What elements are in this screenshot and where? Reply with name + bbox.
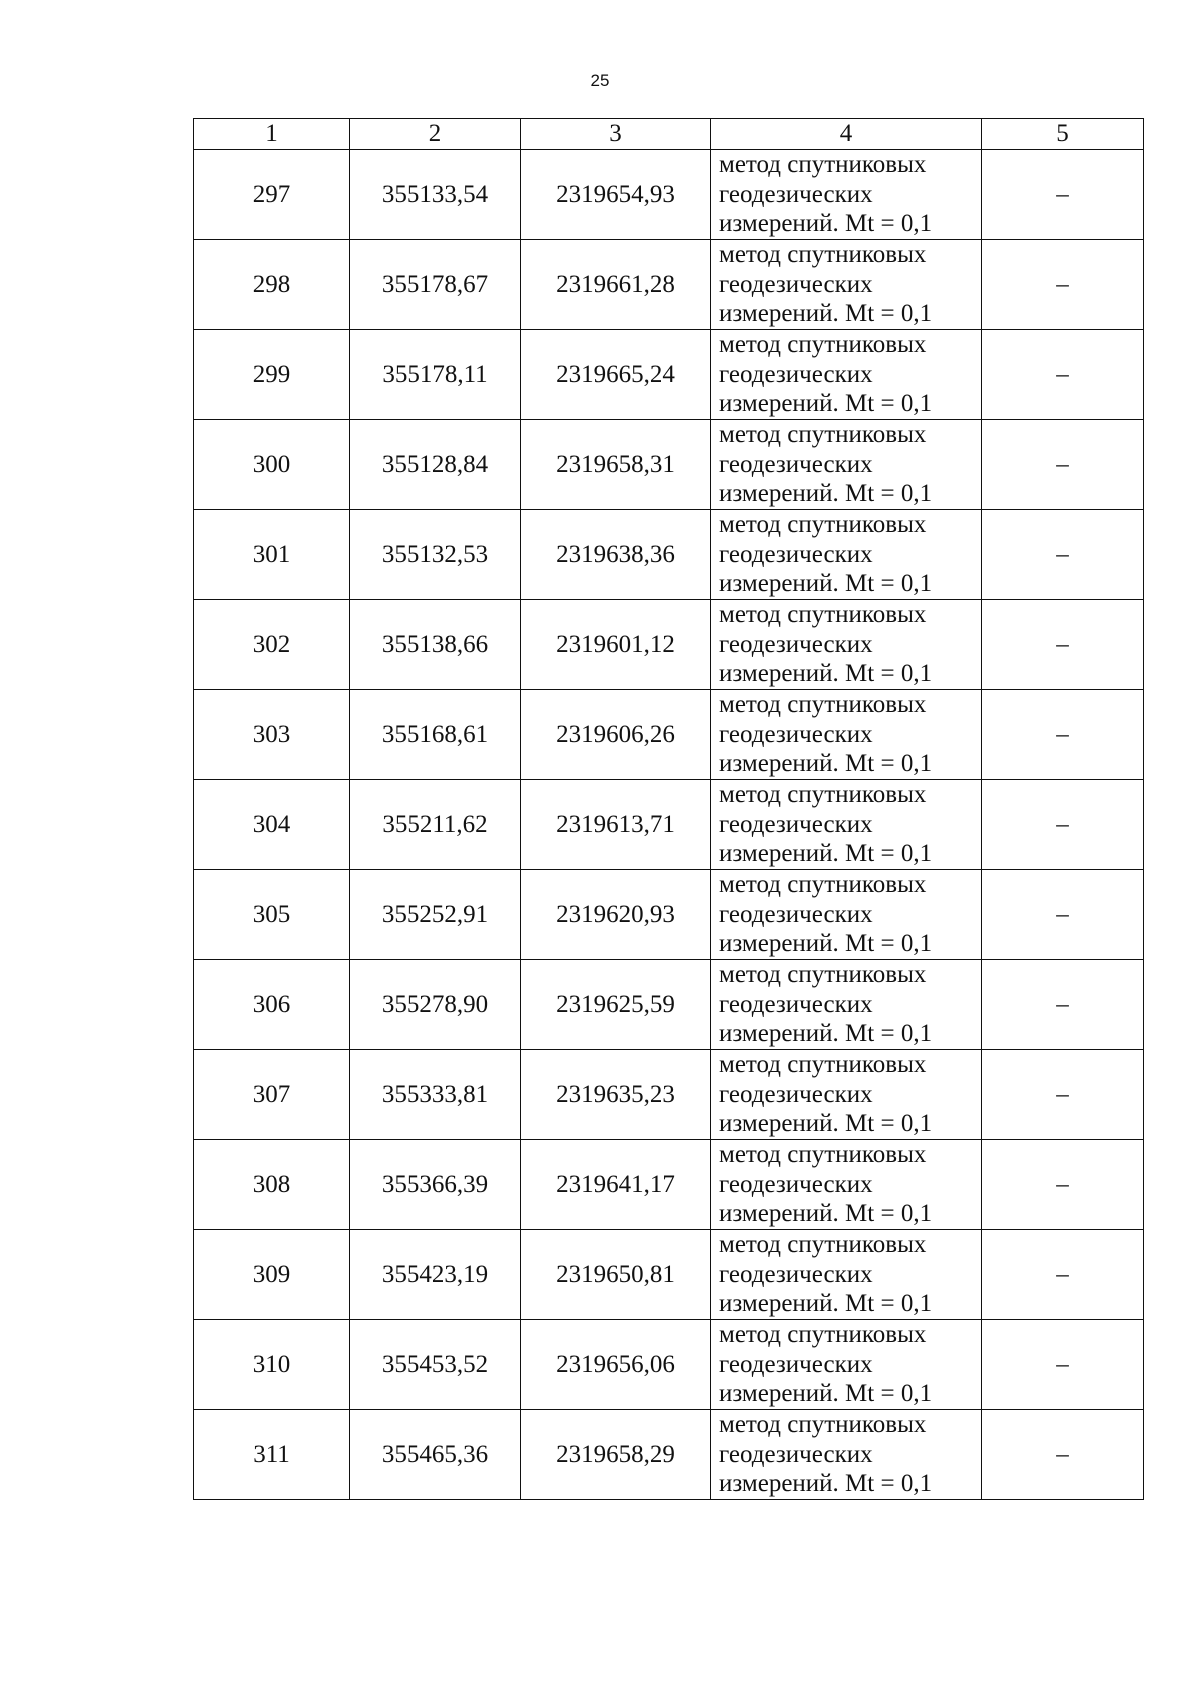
point-number-cell: 311	[194, 1410, 350, 1500]
method-text-line: измерений. Mt = 0,1	[719, 570, 933, 598]
method-cell	[711, 1410, 982, 1500]
point-number-cell: 297	[194, 150, 350, 240]
table-row	[194, 600, 1144, 690]
note-cell: –	[982, 1410, 1144, 1500]
x-coordinate-cell: 355211,62	[350, 780, 521, 870]
x-coordinate-cell: 355178,67	[350, 240, 521, 330]
method-text-line: метод спутниковых	[719, 331, 927, 359]
y-coordinate-cell: 2319656,06	[521, 1320, 711, 1410]
y-coordinate-cell: 2319620,93	[521, 870, 711, 960]
note-cell: –	[982, 780, 1144, 870]
note-cell: –	[982, 870, 1144, 960]
method-text-line: измерений. Mt = 0,1	[719, 1200, 933, 1228]
y-coordinate-cell: 2319613,71	[521, 780, 711, 870]
method-cell	[711, 1140, 982, 1230]
y-coordinate-cell: 2319658,29	[521, 1410, 711, 1500]
note-cell: –	[982, 600, 1144, 690]
y-coordinate-cell: 2319625,59	[521, 960, 711, 1050]
table-header	[194, 119, 1144, 150]
method-text-line: геодезических	[719, 1170, 873, 1198]
method-text-line: измерений. Mt = 0,1	[719, 1020, 933, 1048]
note-cell: –	[982, 420, 1144, 510]
method-text-line: измерений. Mt = 0,1	[719, 930, 933, 958]
table-row	[194, 330, 1144, 420]
method-cell	[711, 600, 982, 690]
method-text-line: геодезических	[719, 1440, 873, 1468]
note-cell: –	[982, 240, 1144, 330]
note-cell: –	[982, 1320, 1144, 1410]
x-coordinate-cell: 355333,81	[350, 1050, 521, 1140]
method-text-line: измерений. Mt = 0,1	[719, 840, 933, 868]
method-cell	[711, 510, 982, 600]
method-cell	[711, 330, 982, 420]
method-text-line: метод спутниковых	[719, 1231, 927, 1259]
note-cell: –	[982, 1230, 1144, 1320]
table-row	[194, 510, 1144, 600]
method-text-line: измерений. Mt = 0,1	[719, 750, 933, 778]
method-text-line: метод спутниковых	[719, 421, 927, 449]
header-row	[194, 119, 1144, 150]
point-number-cell: 302	[194, 600, 350, 690]
method-cell	[711, 1230, 982, 1320]
method-text-line: метод спутниковых	[719, 1321, 927, 1349]
method-text-line: метод спутниковых	[719, 1411, 927, 1439]
method-text-line: метод спутниковых	[719, 1051, 927, 1079]
x-coordinate-cell: 355465,36	[350, 1410, 521, 1500]
y-coordinate-cell: 2319654,93	[521, 150, 711, 240]
method-cell	[711, 690, 982, 780]
method-text-line: геодезических	[719, 900, 873, 928]
method-text-line: геодезических	[719, 630, 873, 658]
table-row	[194, 870, 1144, 960]
x-coordinate-cell: 355252,91	[350, 870, 521, 960]
point-number-cell: 308	[194, 1140, 350, 1230]
x-coordinate-cell: 355138,66	[350, 600, 521, 690]
note-cell: –	[982, 960, 1144, 1050]
method-text-line: метод спутниковых	[719, 1141, 927, 1169]
method-cell	[711, 240, 982, 330]
point-number-cell: 304	[194, 780, 350, 870]
y-coordinate-cell: 2319606,26	[521, 690, 711, 780]
y-coordinate-cell: 2319658,31	[521, 420, 711, 510]
method-text-line: измерений. Mt = 0,1	[719, 210, 933, 238]
table-row	[194, 1230, 1144, 1320]
method-text-line: геодезических	[719, 540, 873, 568]
method-cell	[711, 960, 982, 1050]
point-number-cell: 301	[194, 510, 350, 600]
y-coordinate-cell: 2319601,12	[521, 600, 711, 690]
point-number-cell: 298	[194, 240, 350, 330]
method-text-line: измерений. Mt = 0,1	[719, 1470, 933, 1498]
point-number-cell: 306	[194, 960, 350, 1050]
method-text-line: метод спутниковых	[719, 691, 927, 719]
method-cell	[711, 1320, 982, 1410]
table-row	[194, 1410, 1144, 1500]
x-coordinate-cell: 355453,52	[350, 1320, 521, 1410]
table-row	[194, 420, 1144, 510]
method-text-line: геодезических	[719, 720, 873, 748]
method-cell	[711, 780, 982, 870]
point-number-cell: 303	[194, 690, 350, 780]
x-coordinate-cell: 355366,39	[350, 1140, 521, 1230]
y-coordinate-cell: 2319650,81	[521, 1230, 711, 1320]
column-header-2: 2	[350, 119, 521, 150]
point-number-cell: 300	[194, 420, 350, 510]
x-coordinate-cell: 355168,61	[350, 690, 521, 780]
method-text-line: геодезических	[719, 450, 873, 478]
method-cell	[711, 870, 982, 960]
column-header-4: 4	[711, 119, 982, 150]
note-cell: –	[982, 1140, 1144, 1230]
coordinates-table	[193, 118, 1144, 1500]
note-cell: –	[982, 150, 1144, 240]
method-text-line: метод спутниковых	[719, 151, 927, 179]
method-text-line: измерений. Mt = 0,1	[719, 1110, 933, 1138]
method-text-line: геодезических	[719, 270, 873, 298]
page-number: 25	[590, 71, 610, 90]
note-cell: –	[982, 690, 1144, 780]
note-cell: –	[982, 1050, 1144, 1140]
method-text-line: измерений. Mt = 0,1	[719, 1380, 933, 1408]
table-row	[194, 1320, 1144, 1410]
y-coordinate-cell: 2319661,28	[521, 240, 711, 330]
method-cell	[711, 420, 982, 510]
method-text-line: измерений. Mt = 0,1	[719, 480, 933, 508]
method-text-line: геодезических	[719, 1350, 873, 1378]
method-text-line: геодезических	[719, 990, 873, 1018]
method-text-line: измерений. Mt = 0,1	[719, 1290, 933, 1318]
method-cell	[711, 150, 982, 240]
method-text-line: геодезических	[719, 1080, 873, 1108]
x-coordinate-cell: 355133,54	[350, 150, 521, 240]
y-coordinate-cell: 2319665,24	[521, 330, 711, 420]
column-header-1: 1	[194, 119, 350, 150]
note-cell: –	[982, 330, 1144, 420]
table-row	[194, 1140, 1144, 1230]
method-text-line: измерений. Mt = 0,1	[719, 300, 933, 328]
y-coordinate-cell: 2319635,23	[521, 1050, 711, 1140]
table-body	[194, 150, 1144, 1500]
method-text-line: измерений. Mt = 0,1	[719, 390, 933, 418]
x-coordinate-cell: 355128,84	[350, 420, 521, 510]
column-header-5: 5	[982, 119, 1144, 150]
x-coordinate-cell: 355178,11	[350, 330, 521, 420]
x-coordinate-cell: 355132,53	[350, 510, 521, 600]
method-text-line: метод спутниковых	[719, 781, 927, 809]
method-text-line: геодезических	[719, 1260, 873, 1288]
point-number-cell: 309	[194, 1230, 350, 1320]
method-text-line: метод спутниковых	[719, 961, 927, 989]
method-text-line: метод спутниковых	[719, 241, 927, 269]
table-row	[194, 690, 1144, 780]
note-cell: –	[982, 510, 1144, 600]
table-row	[194, 780, 1144, 870]
point-number-cell: 299	[194, 330, 350, 420]
x-coordinate-cell: 355278,90	[350, 960, 521, 1050]
table-row	[194, 960, 1144, 1050]
table-row	[194, 240, 1144, 330]
method-cell	[711, 1050, 982, 1140]
method-text-line: геодезических	[719, 180, 873, 208]
y-coordinate-cell: 2319641,17	[521, 1140, 711, 1230]
method-text-line: метод спутниковых	[719, 511, 927, 539]
column-header-3: 3	[521, 119, 711, 150]
method-text-line: геодезических	[719, 810, 873, 838]
y-coordinate-cell: 2319638,36	[521, 510, 711, 600]
table-row	[194, 150, 1144, 240]
method-text-line: геодезических	[719, 360, 873, 388]
method-text-line: метод спутниковых	[719, 601, 927, 629]
point-number-cell: 310	[194, 1320, 350, 1410]
point-number-cell: 307	[194, 1050, 350, 1140]
x-coordinate-cell: 355423,19	[350, 1230, 521, 1320]
method-text-line: метод спутниковых	[719, 871, 927, 899]
point-number-cell: 305	[194, 870, 350, 960]
table-row	[194, 1050, 1144, 1140]
method-text-line: измерений. Mt = 0,1	[719, 660, 933, 688]
